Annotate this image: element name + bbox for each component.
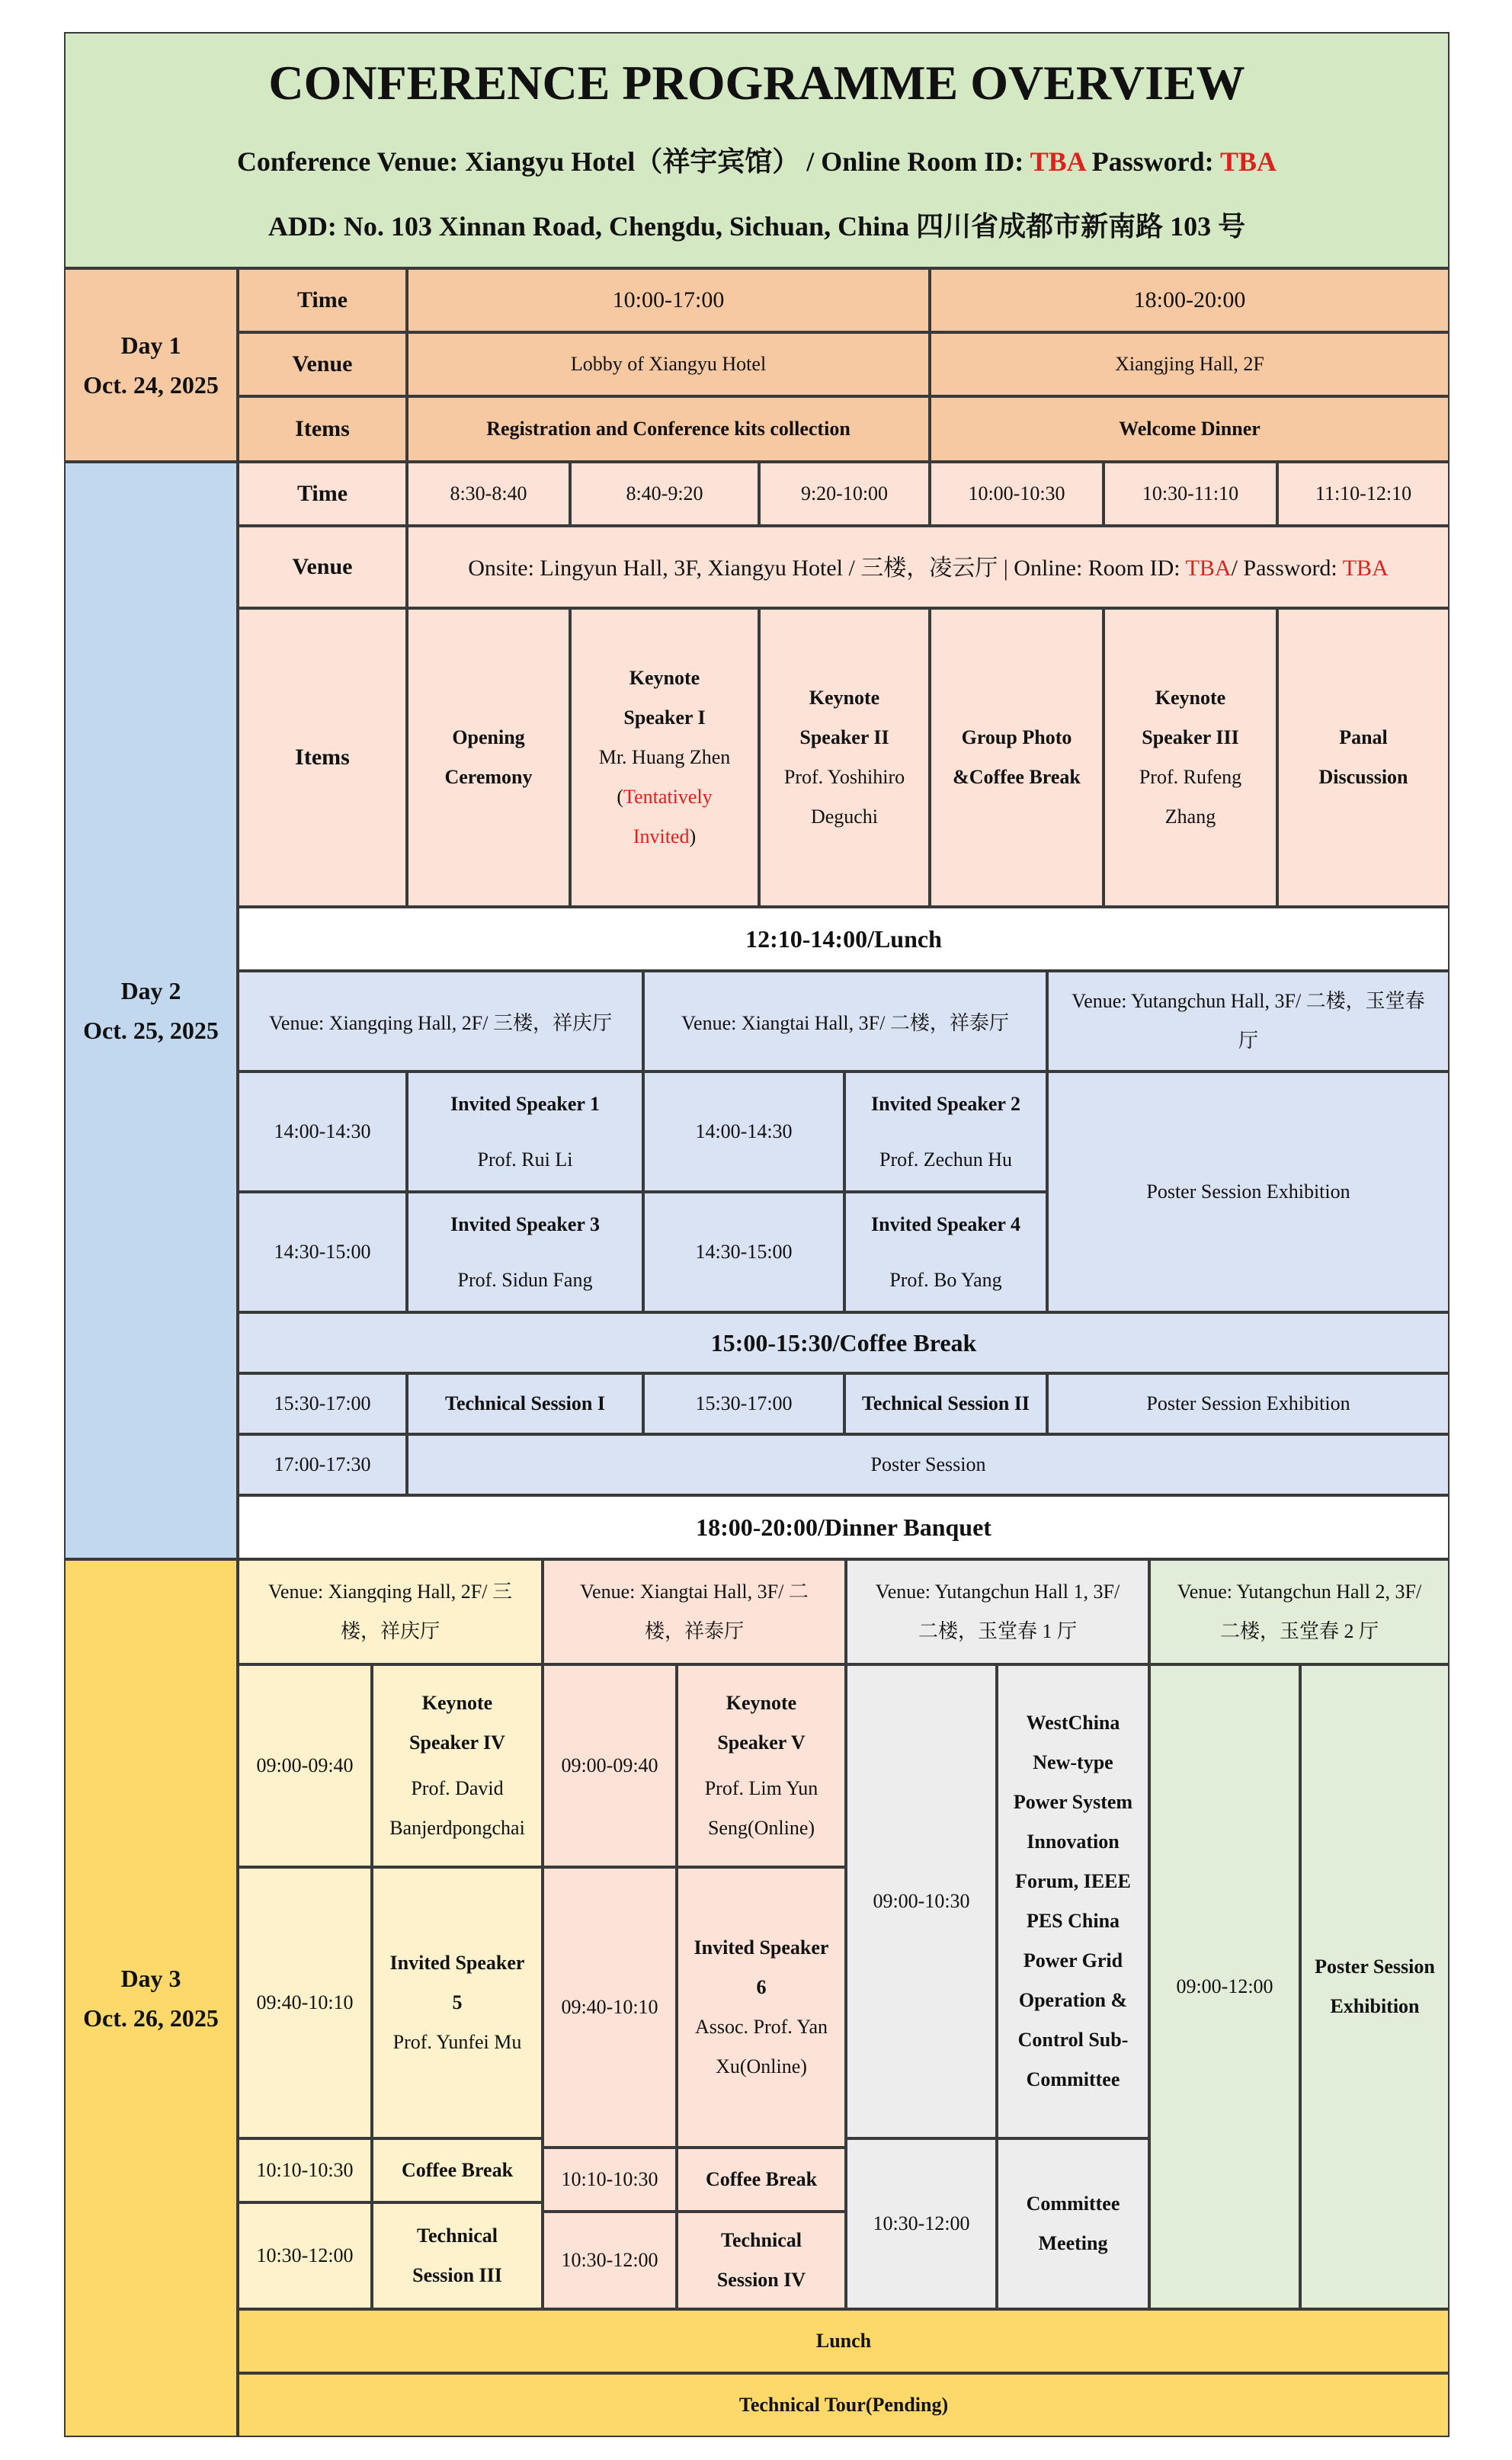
forum-l1: WestChina: [1026, 1712, 1120, 1734]
invited-speaker-4: [844, 1192, 1047, 1312]
yutangchun-l1: Venue: Yutangchun Hall, 3F/ 二楼，玉堂春: [1072, 990, 1425, 1012]
forum-l10: Committee: [1026, 2068, 1120, 2090]
d3-xq-time-3: 10:10-10:30: [238, 2138, 372, 2202]
day3-venue-3: [846, 1559, 1149, 1664]
day3-venue-4: [1149, 1559, 1450, 1664]
day2-coffee-break: 15:00-15:30/Coffee Break: [238, 1312, 1450, 1373]
keynote1-tentatively: Tentatively: [623, 786, 713, 808]
day2-password: TBA: [1342, 556, 1389, 581]
forum-l2: New-type: [1033, 1751, 1113, 1773]
d3-poster-exhibition: [1300, 1664, 1450, 2309]
keynote3-l1: Keynote: [1155, 687, 1226, 709]
panel-l2: Discussion: [1318, 766, 1408, 788]
day2-time-5: 10:30-11:10: [1104, 462, 1277, 526]
keynote5-l1: Keynote: [726, 1692, 797, 1714]
invited-speaker-1: [407, 1071, 643, 1192]
keynote-speaker-4: [372, 1664, 543, 1867]
keynote4-name: Prof. David: [411, 1777, 504, 1799]
d3-xq-coffee-break: Coffee Break: [372, 2138, 543, 2202]
invited-4-time: 14:30-15:00: [643, 1192, 844, 1312]
tech3-l1: Technical: [417, 2225, 498, 2247]
d3-venue2-l2: 楼，祥泰厅: [644, 1620, 744, 1642]
panel-discussion: [1277, 608, 1450, 907]
tech3-l2: Session III: [412, 2264, 502, 2286]
keynote3-name: Prof. Rufeng: [1139, 766, 1242, 788]
day2-poster-exhibition-1: Poster Session Exhibition: [1047, 1071, 1450, 1312]
keynote1-note2: [633, 817, 696, 857]
invited6-l1: Invited Speaker: [694, 1936, 829, 1959]
day3-label: [64, 1559, 238, 2437]
room-id: TBA: [1030, 146, 1085, 177]
keynote2-l2: Speaker II: [799, 726, 889, 748]
day1-venue-label: Venue: [238, 332, 407, 396]
day2-venue-yutangchun: [1047, 971, 1450, 1071]
invited-speaker-3: [407, 1192, 643, 1312]
d3-xt-coffee-break: Coffee Break: [677, 2148, 846, 2212]
keynote3-l2: Speaker III: [1142, 726, 1239, 748]
invited-2-time: 14:00-14:30: [643, 1071, 844, 1192]
day1-venue-2: Xiangjing Hall, 2F: [930, 332, 1450, 396]
d3-poster-l2: Exhibition: [1330, 1995, 1420, 2017]
day1-label: [64, 268, 238, 462]
invited-1-time: 14:00-14:30: [238, 1071, 407, 1192]
day2-time-3: 9:20-10:00: [759, 462, 930, 526]
d3-venue1-l2: 楼，祥庆厅: [340, 1620, 440, 1642]
keynote1-paren-close: ): [689, 825, 697, 847]
technical-session-3: [372, 2202, 543, 2309]
day2-dinner-banquet: 18:00-20:00/Dinner Banquet: [238, 1495, 1450, 1559]
forum-l8: Operation &: [1018, 1989, 1128, 2011]
keynote1-name: Mr. Huang Zhen: [598, 746, 731, 768]
technical-session-4: [677, 2212, 846, 2309]
keynote5-name2: Seng(Online): [707, 1817, 815, 1839]
day1-venue-1: Lobby of Xiangyu Hotel: [407, 332, 930, 396]
day1-time-label: Time: [238, 268, 407, 332]
committee-l1: Committee: [1026, 2193, 1120, 2215]
d3-venue3-l1: Venue: Yutangchun Hall 1, 3F/: [875, 1581, 1120, 1603]
invited5-l2: 5: [452, 1991, 463, 2013]
forum-l5: Forum, IEEE: [1015, 1870, 1131, 1892]
invited-speaker-5: [372, 1867, 543, 2138]
keynote2-l1: Keynote: [809, 687, 880, 709]
header-block: [64, 32, 1450, 268]
opening-ceremony: [407, 608, 570, 907]
venue-text: Conference Venue: Xiangyu Hotel（祥宇宾馆） / Online Room ID:: [236, 146, 1030, 177]
keynote1-l1: Keynote: [629, 667, 700, 689]
forum-l4: Innovation: [1027, 1831, 1120, 1853]
day2-time-6: 11:10-12:10: [1277, 462, 1450, 526]
day3-date: Oct. 26, 2025: [83, 2004, 219, 2032]
d3-poster-time: 09:00-12:00: [1149, 1664, 1300, 2309]
tech1-time: 15:30-17:00: [238, 1373, 407, 1434]
tech2-time: 15:30-17:00: [643, 1373, 844, 1434]
d3-venue4-l1: Venue: Yutangchun Hall 2, 3F/: [1177, 1581, 1422, 1603]
day2-title: Day 2: [120, 977, 181, 1004]
technical-session-1: Technical Session I: [407, 1373, 643, 1434]
day3-title: Day 3: [120, 1965, 181, 1992]
invited4-name: Prof. Bo Yang: [889, 1268, 1002, 1291]
keynote1-paren-open: (: [617, 786, 624, 808]
group-photo-l2: &Coffee Break: [953, 766, 1081, 788]
password-label: Password:: [1084, 146, 1221, 177]
keynote-speaker-3: [1104, 608, 1277, 907]
forum-l6: PES China: [1026, 1910, 1120, 1932]
day1-items-label: Items: [238, 396, 407, 462]
invited2-name: Prof. Zechun Hu: [879, 1148, 1012, 1171]
invited-speaker-6: [677, 1867, 846, 2148]
invited5-name: Prof. Yunfei Mu: [392, 2031, 522, 2053]
day2-password-label: / Password:: [1231, 556, 1343, 581]
address-line: ADD: No. 103 Xinnan Road, Chengdu, Sichuan, China 四川省成都市新南路 103 号: [267, 211, 1246, 242]
tech4-l2: Session IV: [716, 2269, 806, 2291]
d3-venue2-l1: Venue: Xiangtai Hall, 3F/ 二: [580, 1581, 809, 1603]
invited6-l2: 6: [756, 1976, 767, 1998]
group-photo-l1: Group Photo: [961, 726, 1072, 748]
d3-venue4-l2: 二楼，玉堂春 2 厅: [1219, 1620, 1379, 1642]
opening-l1: Opening: [452, 726, 525, 748]
day2-date: Oct. 25, 2025: [83, 1017, 219, 1044]
d3-venue3-l2: 二楼，玉堂春 1 厅: [918, 1620, 1077, 1642]
keynote1-invited: Invited: [633, 825, 690, 847]
day3-venue-1: [238, 1559, 543, 1664]
venue-line: [237, 140, 1277, 179]
keynote-speaker-5: [677, 1664, 846, 1867]
invited1-name: Prof. Rui Li: [477, 1148, 573, 1171]
day1-title: Day 1: [120, 332, 181, 359]
keynote5-l2: Speaker V: [717, 1731, 806, 1754]
day2-venue: [407, 526, 1450, 608]
keynote1-note: [617, 777, 712, 817]
day3-venue-2: [543, 1559, 846, 1664]
tech4-l1: Technical: [721, 2229, 802, 2251]
d3-poster-l1: Poster Session: [1315, 1956, 1435, 1978]
day2-venue-xiangqing: Venue: Xiangqing Hall, 2F/ 三楼，祥庆厅: [238, 971, 643, 1071]
d3-xt-time-2: 09:40-10:10: [543, 1867, 677, 2148]
technical-tour: Technical Tour(Pending): [238, 2373, 1450, 2437]
day2-room-id: TBA: [1185, 556, 1232, 581]
committee-l2: Meeting: [1038, 2232, 1108, 2254]
d3-xt-time-1: 09:00-09:40: [543, 1664, 677, 1867]
invited-speaker-2: [844, 1071, 1047, 1192]
keynote4-name2: Banjerdpongchai: [389, 1817, 525, 1839]
westchina-forum: [997, 1664, 1149, 2138]
opening-l2: Ceremony: [444, 766, 533, 788]
day2-venue-xiangtai: Venue: Xiangtai Hall, 3F/ 二楼，祥泰厅: [643, 971, 1047, 1071]
day2-time-label: Time: [238, 462, 407, 526]
forum-l7: Power Grid: [1023, 1949, 1123, 1972]
keynote-speaker-2: [759, 608, 930, 907]
invited6-name: Assoc. Prof. Yan: [694, 2016, 828, 2038]
day1-time-1: 10:00-17:00: [407, 268, 930, 332]
invited2-title: Invited Speaker 2: [871, 1092, 1020, 1115]
keynote4-l1: Keynote: [421, 1692, 493, 1714]
d3-xt-time-4: 10:30-12:00: [543, 2212, 677, 2309]
keynote3-name2: Zhang: [1164, 806, 1216, 828]
day1-time-2: 18:00-20:00: [930, 268, 1450, 332]
group-photo-coffee: [930, 608, 1104, 907]
d3-xq-time-4: 10:30-12:00: [238, 2202, 372, 2309]
d3-venue1-l1: Venue: Xiangqing Hall, 2F/ 三: [268, 1581, 512, 1603]
poster-time: 17:00-17:30: [238, 1434, 407, 1495]
d3-xq-time-2: 09:40-10:10: [238, 1867, 372, 2138]
invited3-name: Prof. Sidun Fang: [457, 1268, 593, 1291]
invited4-title: Invited Speaker 4: [871, 1212, 1020, 1235]
committee-meeting: [997, 2138, 1149, 2309]
day2-items-label: Items: [238, 608, 407, 907]
day2-poster-exhibition-2: Poster Session Exhibition: [1047, 1373, 1450, 1434]
day2-lunch: 12:10-14:00/Lunch: [238, 907, 1450, 971]
day2-time-2: 8:40-9:20: [570, 462, 759, 526]
day1-date: Oct. 24, 2025: [83, 371, 219, 399]
poster-session: Poster Session: [407, 1434, 1450, 1495]
invited3-title: Invited Speaker 3: [450, 1212, 600, 1235]
invited6-name2: Xu(Online): [716, 2055, 807, 2077]
technical-session-2: Technical Session II: [844, 1373, 1047, 1434]
d3-xq-time-1: 09:00-09:40: [238, 1664, 372, 1867]
day2-label: [64, 462, 238, 1559]
day2-time-1: 8:30-8:40: [407, 462, 570, 526]
forum-l3: Power System: [1013, 1791, 1133, 1813]
forum-l9: Control Sub-: [1017, 2029, 1129, 2051]
keynote-speaker-1: [570, 608, 759, 907]
d3-committee-time: 10:30-12:00: [846, 2138, 997, 2309]
invited5-l1: Invited Speaker: [389, 1952, 525, 1974]
d3-forum-time: 09:00-10:30: [846, 1664, 997, 2138]
keynote2-name: Prof. Yoshihiro: [783, 766, 905, 788]
day2-venue-label: Venue: [238, 526, 407, 608]
page-title: CONFERENCE PROGRAMME OVERVIEW: [268, 56, 1245, 110]
day2-venue-text: Onsite: Lingyun Hall, 3F, Xiangyu Hotel / 三楼，凌云厅 | Online: Room ID:: [468, 556, 1186, 581]
invited-3-time: 14:30-15:00: [238, 1192, 407, 1312]
yutangchun-l2: 厅: [1238, 1030, 1258, 1052]
keynote5-name: Prof. Lim Yun: [704, 1777, 818, 1799]
keynote4-l2: Speaker IV: [409, 1731, 505, 1754]
keynote2-name2: Deguchi: [810, 806, 879, 828]
day1-item-1: Registration and Conference kits collection: [407, 396, 930, 462]
keynote1-l2: Speaker I: [623, 706, 706, 729]
day3-lunch: Lunch: [238, 2309, 1450, 2373]
panel-l1: Panal: [1339, 726, 1388, 748]
day2-time-4: 10:00-10:30: [930, 462, 1104, 526]
password: TBA: [1220, 146, 1277, 177]
invited1-title: Invited Speaker 1: [450, 1092, 600, 1115]
day1-item-2: Welcome Dinner: [930, 396, 1450, 462]
d3-xt-time-3: 10:10-10:30: [543, 2148, 677, 2212]
